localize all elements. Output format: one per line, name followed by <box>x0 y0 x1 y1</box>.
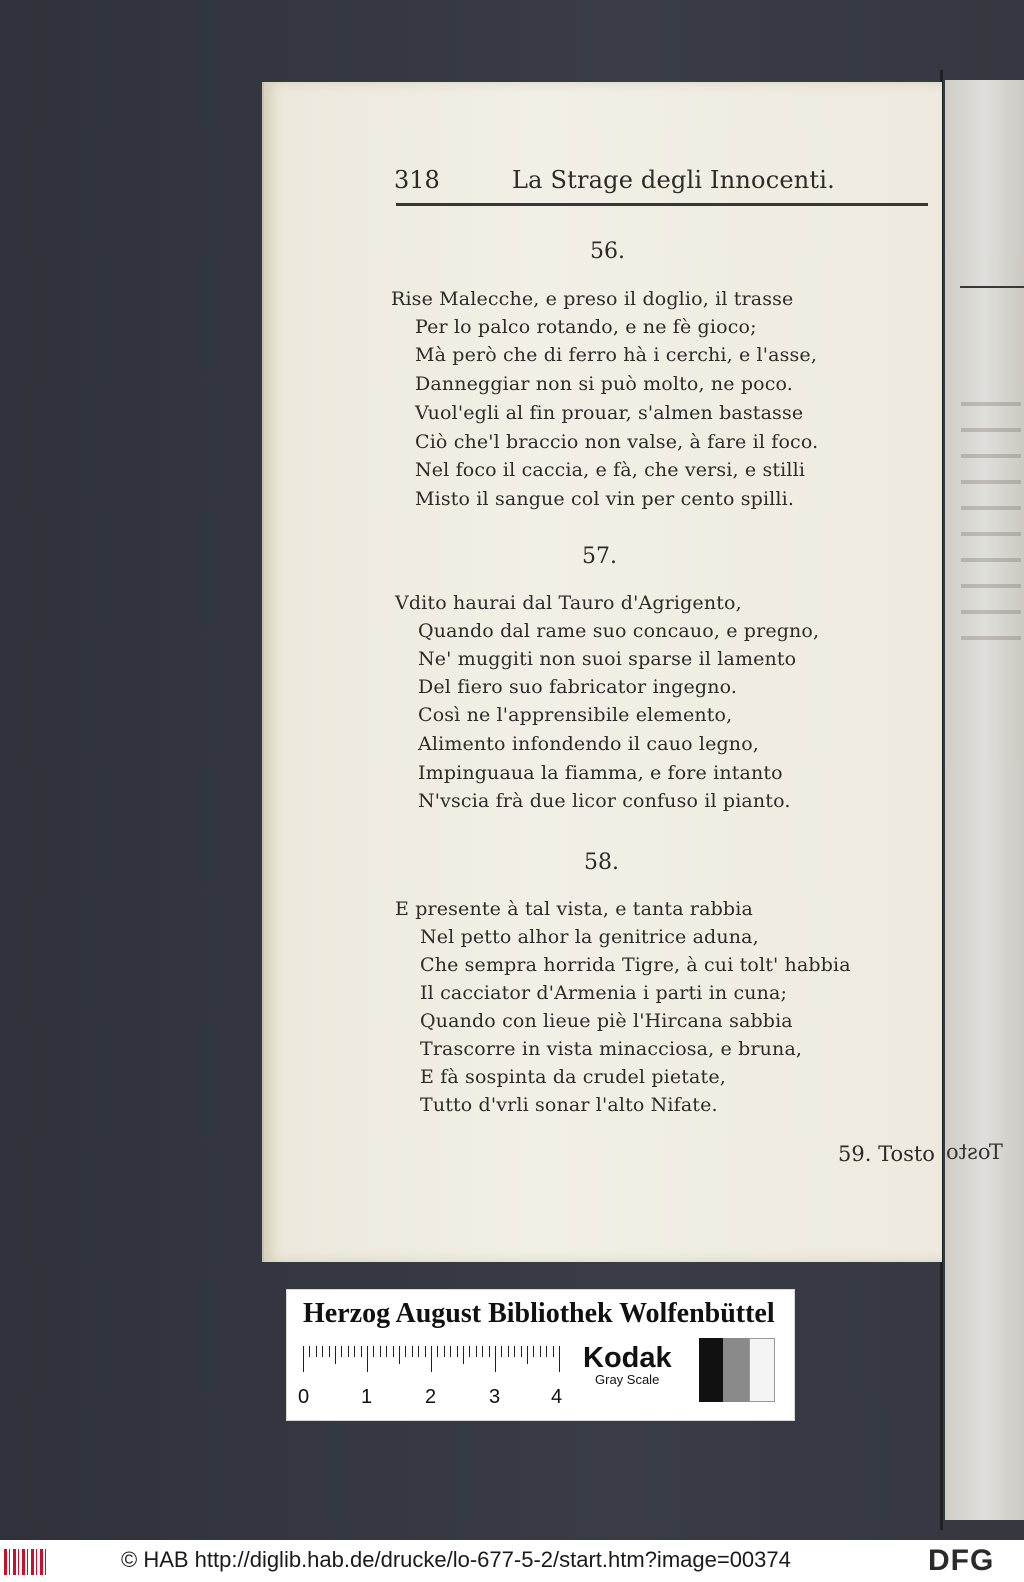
verse-line: Rise Malecche, e preso il doglio, il trasse <box>391 288 794 310</box>
copyright-link[interactable]: © HAB http://diglib.hab.de/drucke/lo-677-5-2/start.htm?image=00374 <box>121 1547 791 1572</box>
verse-line: Ciò che'l braccio non valse, à fare il foco. <box>415 431 819 453</box>
verse-line: Nel petto alhor la genitrice aduna, <box>420 926 759 948</box>
verse-line: Il cacciator d'Armenia i parti in cuna; <box>420 982 788 1004</box>
ruler-tick <box>533 1346 534 1357</box>
verse-line: Del fiero suo fabricator ingegno. <box>418 676 738 698</box>
ruler-tick <box>380 1346 381 1357</box>
page-number: 318 <box>394 166 440 194</box>
ruler-tick <box>482 1346 483 1357</box>
ruler-tick <box>322 1346 323 1357</box>
ruler-tick <box>329 1346 330 1357</box>
color-calibration-card <box>287 1290 794 1420</box>
ruler-tick <box>489 1346 490 1357</box>
stanza-number: 56. <box>590 239 625 264</box>
ruler-label: 4 <box>551 1386 563 1408</box>
ruler-tick <box>457 1346 458 1357</box>
verse-line: Vdito haurai dal Tauro d'Agrigento, <box>395 592 742 614</box>
ruler-tick <box>501 1346 502 1357</box>
ruler-tick <box>444 1346 445 1357</box>
verse-line: Danneggiar non si può molto, ne poco. <box>415 373 793 395</box>
ruler-tick <box>469 1346 470 1357</box>
ruler-tick <box>386 1346 387 1357</box>
ruler-tick <box>316 1346 317 1357</box>
library-name: Herzog August Bibliothek Wolfenbüttel <box>303 1298 775 1329</box>
gray-swatch-black <box>699 1338 723 1402</box>
ruler-tick <box>521 1346 522 1357</box>
page-header <box>394 166 930 196</box>
ruler-label: 0 <box>298 1386 310 1408</box>
running-title: La Strage degli Innocenti. <box>512 166 835 194</box>
verse-line: Trascorre in vista minacciosa, e bruna, <box>420 1038 803 1060</box>
ruler-tick <box>367 1346 368 1372</box>
ruler-tick <box>399 1346 400 1364</box>
ruler-tick <box>527 1346 528 1364</box>
ruler-tick <box>450 1346 451 1357</box>
stanza-number: 57. <box>582 544 617 569</box>
gray-swatch-white <box>749 1338 775 1402</box>
ruler-label: 3 <box>489 1386 501 1408</box>
header-rule <box>396 203 928 206</box>
verse-line: Nel foco il caccia, e fà, che versi, e stilli <box>415 459 806 481</box>
verse-line: E fà sospinta da crudel pietate, <box>420 1066 726 1088</box>
ruler-tick <box>553 1346 554 1357</box>
verse-line: Quando con lieue piè l'Hircana sabbia <box>420 1010 793 1032</box>
ruler-tick <box>348 1346 349 1357</box>
catchword: 59. Tosto <box>838 1142 935 1166</box>
book-page <box>264 82 942 1262</box>
ruler-tick <box>341 1346 342 1357</box>
ruler-label: 2 <box>425 1386 437 1408</box>
ruler-tick <box>393 1346 394 1357</box>
ruler-tick <box>514 1346 515 1357</box>
verse-line: Tutto d'vrli sonar l'alto Nifate. <box>420 1094 718 1116</box>
verse-line: Che sempra horrida Tigre, à cui tolt' habbia <box>420 954 851 976</box>
verse-line: Misto il sangue col vin per cento spilli. <box>415 488 795 510</box>
ruler-tick <box>309 1346 310 1357</box>
verse-line: Così ne l'apprensibile elemento, <box>418 704 733 726</box>
verse-line: Vuol'egli al fin prouar, s'almen bastasse <box>415 402 804 424</box>
ruler-tick <box>431 1346 432 1372</box>
verse-line: Quando dal rame suo concauo, e pregno, <box>418 620 820 642</box>
verse-line: N'vscia frà due licor confuso il pianto. <box>418 790 791 812</box>
dfg-logo: DFG <box>928 1544 995 1577</box>
stanza-number: 58. <box>584 850 619 875</box>
adjacent-page-rule <box>960 286 1024 288</box>
ruler-tick <box>354 1346 355 1357</box>
ruler-tick <box>540 1346 541 1357</box>
ruler-tick <box>425 1346 426 1357</box>
verse-line: Alimento infondendo il cauo legno, <box>418 733 759 755</box>
adjacent-page-edge <box>945 80 1024 1520</box>
kodak-subtitle: Gray Scale <box>595 1372 660 1387</box>
ruler-tick <box>405 1346 406 1357</box>
gray-swatch-mid <box>723 1338 749 1402</box>
verse-line: Impinguaua la fiamma, e fore intanto <box>418 762 783 784</box>
ruler-tick <box>495 1346 496 1372</box>
ruler-tick <box>559 1346 560 1372</box>
adjacent-page-catchword: Tosto <box>946 1140 1003 1164</box>
ruler-tick <box>373 1346 374 1357</box>
ruler-tick <box>303 1346 304 1372</box>
ruler-tick <box>437 1346 438 1357</box>
verse-line: Ne' muggiti non suoi sparse il lamento <box>418 648 797 670</box>
ruler-tick <box>508 1346 509 1357</box>
ruler-tick <box>335 1346 336 1364</box>
verse-line: Mà però che di ferro hà i cerchi, e l'asse, <box>415 344 818 366</box>
ruler-scale <box>303 1346 563 1372</box>
ruler-tick <box>546 1346 547 1357</box>
ruler-tick <box>361 1346 362 1357</box>
adjacent-page-bleedthrough <box>961 380 1021 640</box>
ruler-tick <box>476 1346 477 1357</box>
footer-bar <box>0 1540 1024 1582</box>
verse-line: E presente à tal vista, e tanta rabbia <box>395 898 753 920</box>
kodak-logo: Kodak <box>583 1342 672 1374</box>
ruler-tick <box>412 1346 413 1357</box>
ruler-label: 1 <box>361 1386 373 1408</box>
ruler-tick <box>463 1346 464 1364</box>
ruler-tick <box>418 1346 419 1357</box>
verse-line: Per lo palco rotando, e ne fè gioco; <box>415 316 757 338</box>
hab-barcode-icon <box>4 1549 48 1575</box>
